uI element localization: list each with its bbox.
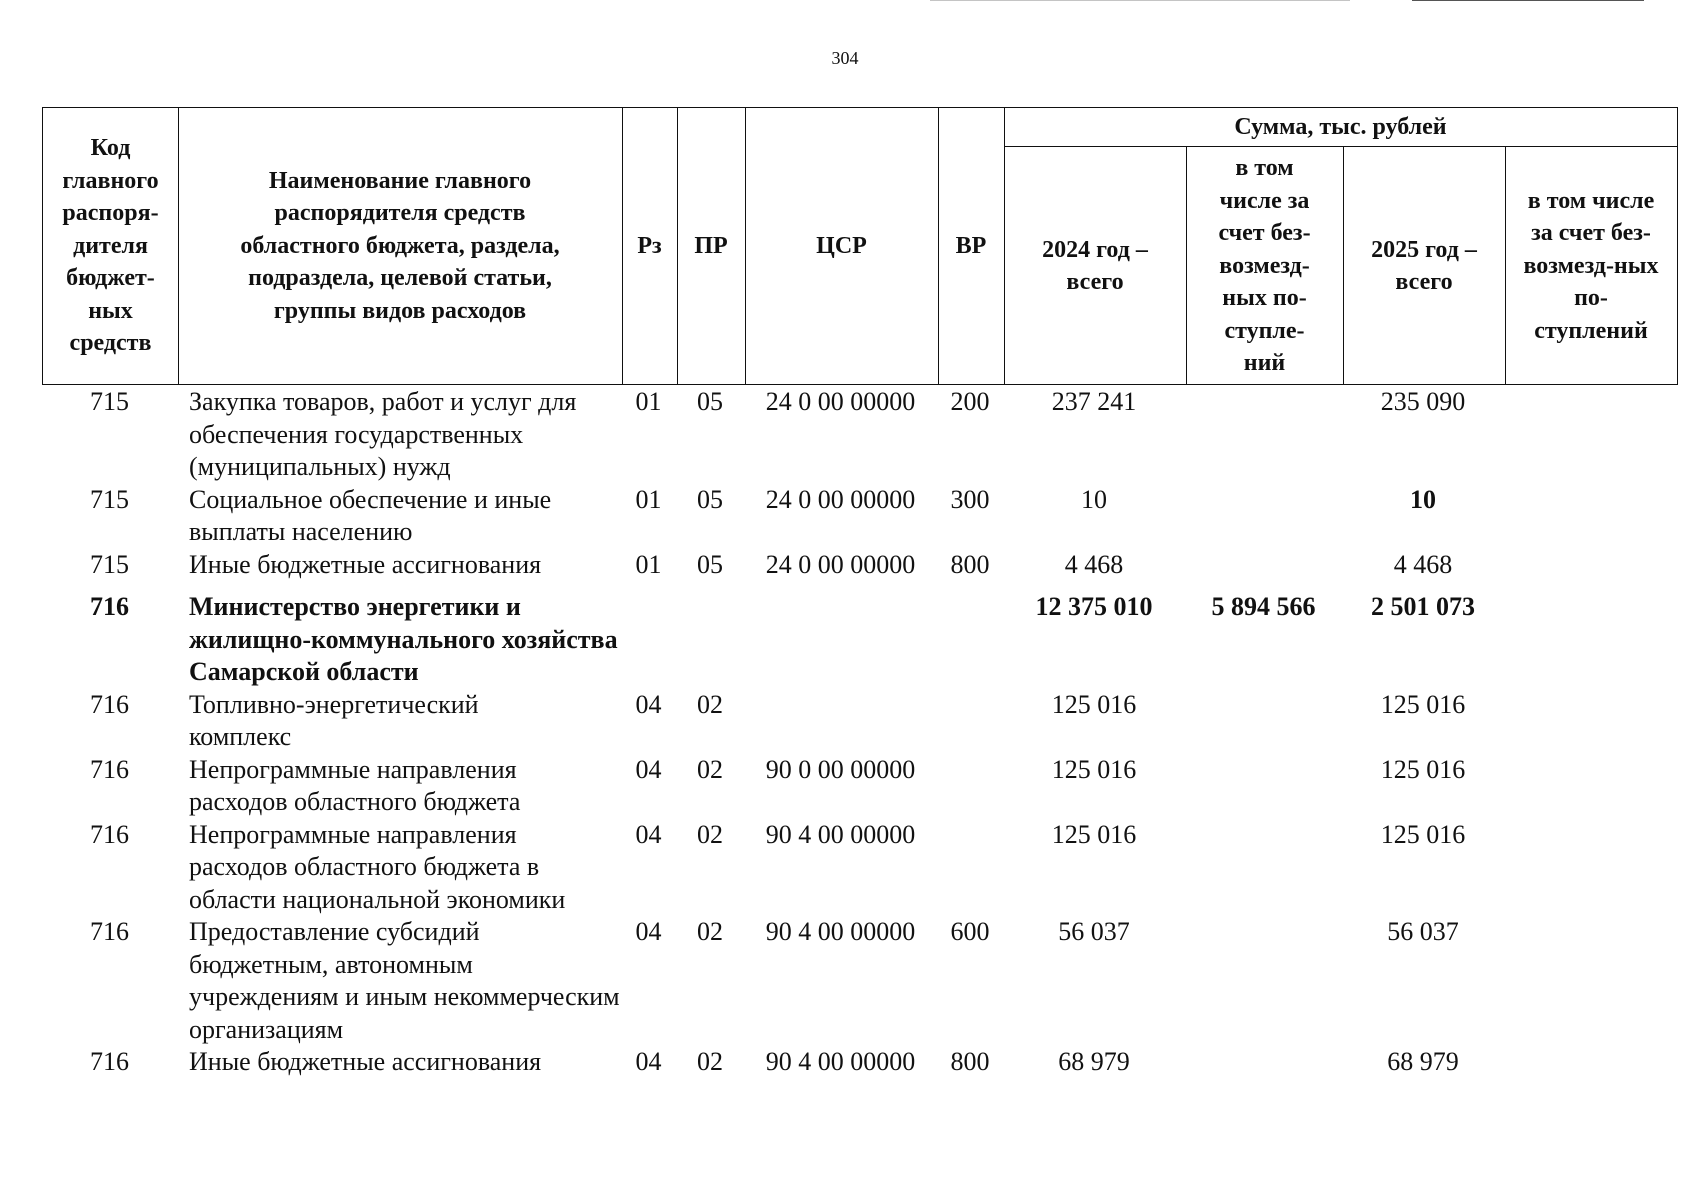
- header-pr: ПР: [694, 232, 728, 259]
- cell-2024-total: 125 016: [1051, 819, 1137, 849]
- cell-2024-grants: [1185, 386, 1342, 484]
- cell-2024-grants: [1185, 819, 1342, 917]
- table-row: [42, 386, 1678, 484]
- page-number: 304: [831, 48, 859, 68]
- table-row: [42, 484, 1678, 549]
- table-row: [42, 754, 1678, 819]
- cell-2024-total: 125 016: [1051, 689, 1137, 719]
- cell-2025-grants: [1504, 549, 1678, 582]
- cell-name: Иные бюджетные ассигнования: [189, 1047, 542, 1076]
- cell-2024-total: 10: [1081, 484, 1107, 514]
- cell-csr: 24 0 00 00000: [765, 484, 916, 514]
- cell-pr: 02: [697, 819, 723, 849]
- cell-csr: [744, 591, 937, 689]
- table-row: [42, 916, 1678, 1046]
- cell-code: 715: [90, 484, 129, 514]
- cell-rz: [621, 591, 676, 689]
- cell-vr: [937, 591, 1003, 689]
- cell-2024-grants: [1185, 916, 1342, 1046]
- cell-2025-grants: [1504, 484, 1678, 549]
- header-2025-grants: в том числе за счет без-возмезд-ных по-ступлений: [1523, 187, 1659, 344]
- header-2024-total: 2024 год – всего: [1042, 236, 1148, 295]
- cell-vr: [937, 819, 1003, 917]
- cell-2025-grants: [1504, 819, 1678, 917]
- cell-pr: 05: [697, 484, 723, 514]
- cell-name: Топливно-энергетический комплекс: [189, 689, 479, 751]
- cell-name: Министерство энергетики и жилищно-коммунального хозяйства Самарской области: [189, 592, 618, 686]
- cell-code: 716: [90, 754, 129, 784]
- cell-2024-total: 12 375 010: [1035, 592, 1153, 621]
- cell-code: 715: [90, 387, 129, 416]
- cell-code: 716: [90, 689, 129, 719]
- table-body: [42, 386, 1678, 1079]
- table-header: [42, 107, 1678, 385]
- cell-2025-grants: [1504, 916, 1678, 1046]
- cell-csr: 90 4 00 00000: [765, 819, 916, 849]
- cell-2025-total: 125 016: [1380, 689, 1466, 719]
- header-code: Код главного распоря-дителя бюджет-ных средств: [62, 135, 159, 357]
- cell-vr: 300: [950, 484, 990, 514]
- cell-vr: 800: [950, 1047, 990, 1076]
- cell-rz: 04: [635, 819, 662, 849]
- cell-2025-total: 4 468: [1393, 549, 1453, 579]
- cell-2025-grants: [1504, 591, 1678, 689]
- cell-2025-grants: [1504, 386, 1678, 484]
- scan-artifact-line: [1412, 0, 1644, 1]
- table-row: [42, 689, 1678, 754]
- header-vr: ВР: [955, 232, 987, 259]
- cell-rz: 04: [635, 754, 662, 784]
- cell-2025-grants: [1504, 1046, 1678, 1079]
- cell-vr: 800: [950, 549, 990, 579]
- cell-vr: 600: [950, 917, 990, 946]
- scan-artifact-line: [930, 0, 1350, 1]
- cell-csr: 90 4 00 00000: [765, 917, 916, 946]
- cell-vr: 200: [950, 387, 990, 416]
- cell-2024-grants: 5 894 566: [1211, 592, 1316, 621]
- cell-csr: 90 4 00 00000: [765, 1047, 916, 1076]
- cell-2024-total: 237 241: [1051, 387, 1137, 416]
- header-2024-grants: в том числе за счет без-возмезд-ных по-ступле-ний: [1218, 155, 1311, 377]
- cell-pr: 02: [697, 689, 723, 719]
- cell-2025-total: 56 037: [1387, 917, 1459, 946]
- header-sum: Сумма, тыс. рублей: [1234, 113, 1447, 140]
- cell-2024-grants: [1185, 484, 1342, 549]
- cell-2025-total: 10: [1410, 484, 1436, 514]
- cell-2025-grants: [1504, 754, 1678, 819]
- cell-pr: 02: [697, 917, 723, 946]
- cell-name: Социальное обеспечение и иные выплаты населению: [189, 484, 552, 546]
- cell-2024-total: 4 468: [1064, 549, 1124, 579]
- cell-rz: 01: [635, 549, 662, 579]
- header-rz: Рз: [637, 232, 662, 259]
- cell-pr: 05: [697, 387, 723, 416]
- cell-rz: 04: [635, 1047, 662, 1076]
- cell-rz: 04: [635, 917, 662, 946]
- cell-name: Предоставление субсидий бюджетным, автономным учреждениям и иным некоммерческим организациям: [189, 917, 620, 1044]
- cell-pr: 05: [697, 549, 723, 579]
- cell-2024-grants: [1185, 1046, 1342, 1079]
- cell-code: 716: [90, 917, 129, 946]
- cell-2024-total: 68 979: [1058, 1047, 1130, 1076]
- cell-rz: 04: [635, 689, 662, 719]
- cell-2024-grants: [1185, 754, 1342, 819]
- cell-2025-total: 2 501 073: [1371, 592, 1475, 621]
- cell-pr: [676, 591, 744, 689]
- cell-code: 716: [90, 819, 129, 849]
- cell-2025-total: 125 016: [1380, 754, 1466, 784]
- cell-2025-total: 235 090: [1380, 387, 1466, 416]
- table-row: [42, 819, 1678, 917]
- header-name: Наименование главного распорядителя средств областного бюджета, раздела, подраздела, целевой статьи, группы видов расходов: [240, 167, 560, 324]
- cell-code: 716: [90, 1047, 129, 1076]
- cell-2025-total: 68 979: [1387, 1047, 1459, 1076]
- cell-name: Непрограммные направления расходов областного бюджета: [189, 754, 521, 816]
- cell-name: Непрограммные направления расходов областного бюджета в области национальной экономики: [189, 819, 566, 914]
- cell-csr: 24 0 00 00000: [765, 387, 916, 416]
- cell-csr: 24 0 00 00000: [765, 549, 916, 579]
- cell-2025-grants: [1504, 689, 1678, 754]
- table-row: [42, 549, 1678, 582]
- cell-2024-total: 125 016: [1051, 754, 1137, 784]
- cell-2024-grants: [1185, 689, 1342, 754]
- cell-csr: 90 0 00 00000: [765, 754, 916, 784]
- cell-rz: 01: [635, 484, 662, 514]
- cell-vr: [937, 689, 1003, 754]
- cell-name: Иные бюджетные ассигнования: [189, 549, 542, 579]
- cell-code: 715: [90, 549, 129, 579]
- cell-pr: 02: [697, 754, 723, 784]
- header-csr: ЦСР: [816, 232, 867, 259]
- cell-pr: 02: [697, 1047, 723, 1076]
- cell-2024-total: 56 037: [1058, 917, 1130, 946]
- cell-2025-total: 125 016: [1380, 819, 1466, 849]
- cell-2024-grants: [1185, 549, 1342, 582]
- cell-csr: [744, 689, 937, 754]
- table-row: [42, 1046, 1678, 1079]
- cell-code: 716: [90, 592, 129, 621]
- header-2025-total: 2025 год – всего: [1371, 236, 1477, 295]
- cell-vr: [937, 754, 1003, 819]
- cell-name: Закупка товаров, работ и услуг для обеспечения государственных (муниципальных) нужд: [189, 387, 577, 481]
- cell-rz: 01: [635, 387, 662, 416]
- table-row: [42, 591, 1678, 689]
